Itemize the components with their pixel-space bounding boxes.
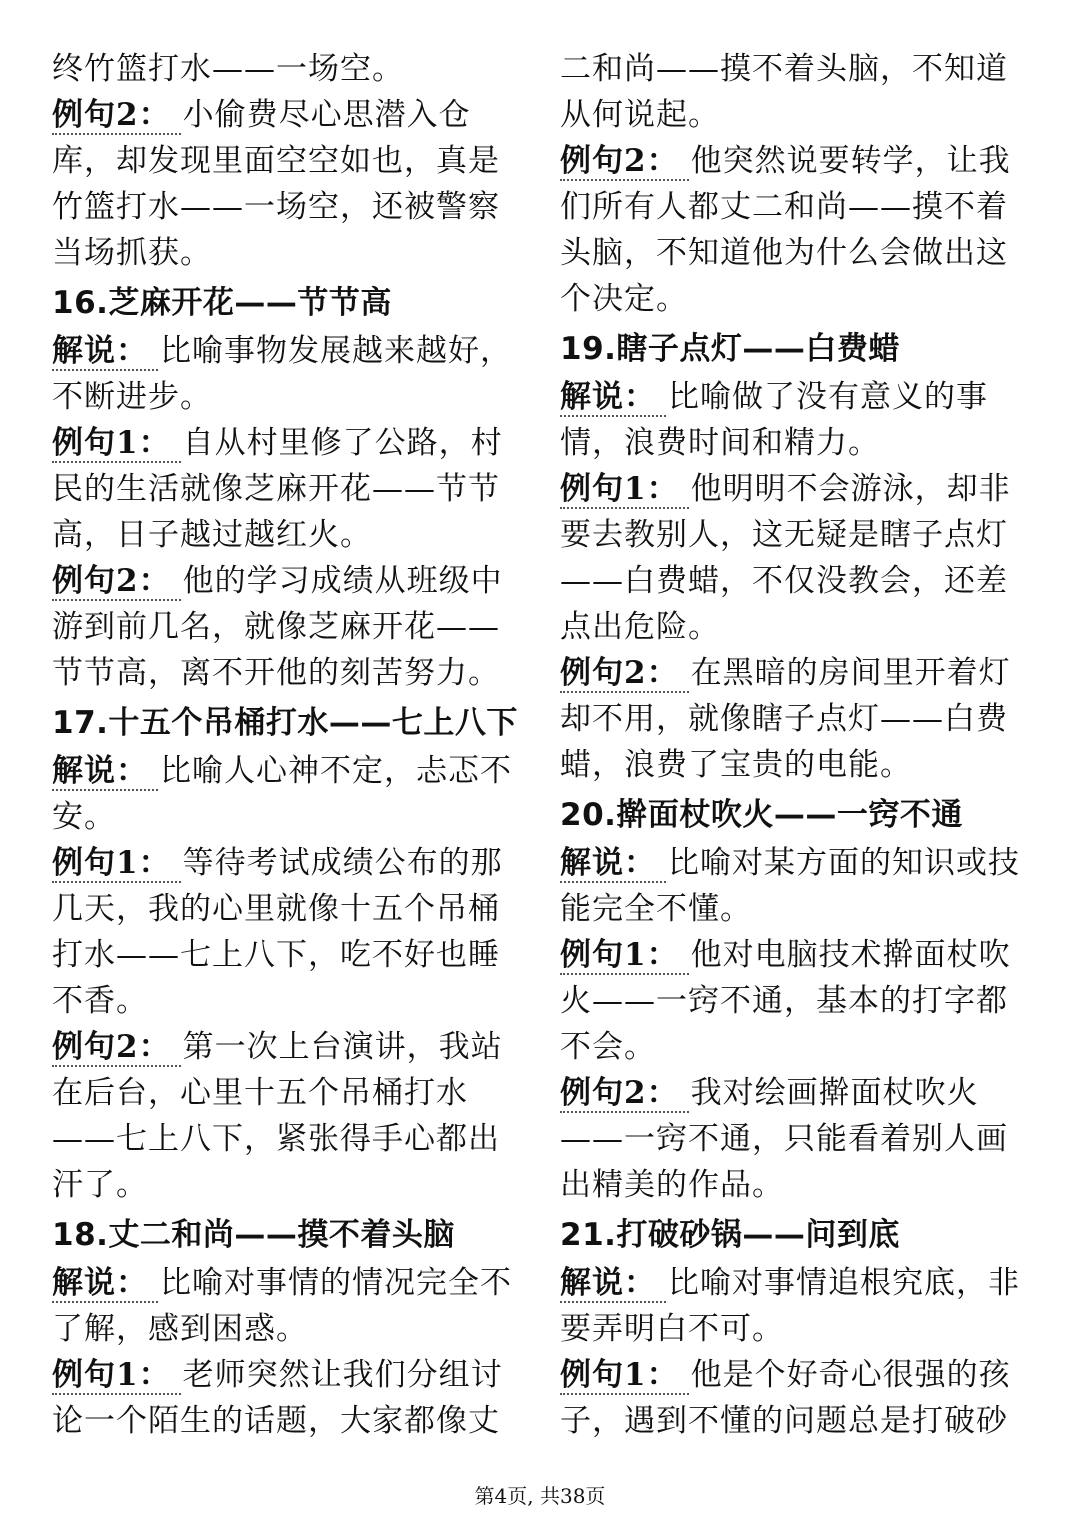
example-2-label: 例句2： [52, 1029, 181, 1067]
explanation-label: 解说： [560, 1265, 666, 1303]
example-2-text: 我对绘画擀面杖吹火——一窍不通，只能看着别人画出精美的作品。 [560, 1075, 1008, 1203]
example-1-text: 老师突然让我们分组讨论一个陌生的话题，大家都像丈 [52, 1357, 503, 1439]
example-1-label: 例句1： [52, 1357, 181, 1395]
explanation-17 [52, 748, 512, 840]
explanation-text: 比喻对事情追根究底，非要弄明白不可。 [560, 1265, 1020, 1347]
explanation-label: 解说： [560, 845, 666, 883]
continued-paragraph [52, 46, 512, 92]
explanation-text: 比喻人心神不定，忐忑不安。 [52, 753, 512, 835]
left-column [52, 46, 518, 1444]
entry-heading-19: 19.瞎子点灯——白费蜡 [560, 331, 900, 367]
entry-heading-17: 17.十五个吊桶打水——七上八下 [52, 705, 518, 741]
explanation-label: 解说： [560, 379, 666, 417]
explanation-label: 解说： [52, 1265, 158, 1303]
example-2-label: 例句2： [52, 97, 181, 135]
explanation-label: 解说： [52, 333, 158, 371]
example-1-label: 例句1： [560, 937, 689, 975]
continued-paragraph [560, 46, 1020, 138]
explanation-text: 比喻对某方面的知识或技能完全不懂。 [560, 845, 1020, 927]
explanation-16 [52, 328, 512, 420]
example-2-entry-17 [52, 1024, 512, 1208]
example-2-label: 例句2： [560, 655, 689, 693]
explanation-19 [560, 374, 1020, 466]
example-1-text: 他对电脑技术擀面杖吹火——一窍不通，基本的打字都不会。 [560, 937, 1011, 1065]
example-1-entry-17 [52, 840, 512, 1024]
entry-heading-21: 21.打破砂锅——问到底 [560, 1217, 900, 1253]
example-2-text: 他的学习成绩从班级中游到前几名，就像芝麻开花——节节高，离不开他的刻苦努力。 [52, 563, 503, 691]
example-1-text: 他明明不会游泳，却非要去教别人，这无疑是瞎子点灯——白费蜡，不仅没教会，还差点出危险。 [560, 471, 1011, 645]
entry-heading-16: 16.芝麻开花——节节高 [52, 285, 392, 321]
example-2-text: 在黑暗的房间里开着灯却不用，就像瞎子点灯——白费蜡，浪费了宝贵的电能。 [560, 655, 1011, 783]
page-number: 第4页, 共38页 [474, 1484, 606, 1508]
explanation-text: 比喻事物发展越来越好，不断进步。 [52, 333, 512, 415]
example-1-entry-18 [52, 1352, 512, 1444]
explanation-text: 比喻对事情的情况完全不了解，感到困惑。 [52, 1265, 512, 1347]
example-1-label: 例句1： [560, 471, 689, 509]
example-1-entry-21 [560, 1352, 1020, 1444]
example-1-label: 例句1： [560, 1357, 689, 1395]
example-1-text: 等待考试成绩公布的那几天，我的心里就像十五个吊桶打水——七上八下，吃不好也睡不香。 [52, 845, 503, 1019]
explanation-label: 解说： [52, 753, 158, 791]
example-1-label: 例句1： [52, 425, 181, 463]
example-2-label: 例句2： [560, 143, 689, 181]
example-2-text: 第一次上台演讲，我站在后台，心里十五个吊桶打水——七上八下，紧张得手心都出汗了。 [52, 1029, 503, 1203]
example-2-entry-19 [560, 650, 1020, 788]
page-footer [0, 1482, 1080, 1510]
example-2-text: 他突然说要转学，让我们所有人都丈二和尚——摸不着头脑，不知道他为什么会做出这个决定。 [560, 143, 1011, 317]
example-1-text: 他是个好奇心很强的孩子，遇到不懂的问题总是打破砂 [560, 1357, 1011, 1439]
example-2-entry-18 [560, 138, 1020, 322]
right-column [560, 46, 1020, 1444]
example-1-entry-19 [560, 466, 1020, 650]
example-2-entry-20 [560, 1070, 1020, 1208]
explanation-21 [560, 1260, 1020, 1352]
entry-heading-18: 18.丈二和尚——摸不着头脑 [52, 1217, 455, 1253]
example-2-label: 例句2： [52, 563, 181, 601]
example-1-entry-16 [52, 420, 512, 558]
example-2-entry-16 [52, 558, 512, 696]
explanation-text: 比喻做了没有意义的事情，浪费时间和精力。 [560, 379, 988, 461]
example-2-entry-15 [52, 92, 512, 276]
continued-text: 二和尚——摸不着头脑，不知道从何说起。 [560, 51, 1008, 133]
example-2-label: 例句2： [560, 1075, 689, 1113]
example-2-text: 小偷费尽心思潜入仓库，却发现里面空空如也，真是竹篮打水——一场空，还被警察当场抓获。 [52, 97, 500, 271]
example-1-label: 例句1： [52, 845, 181, 883]
explanation-20 [560, 840, 1020, 932]
entry-heading-20: 20.擀面杖吹火——一窍不通 [560, 797, 963, 833]
explanation-18 [52, 1260, 512, 1352]
example-1-text: 自从村里修了公路，村民的生活就像芝麻开花——节节高，日子越过越红火。 [52, 425, 503, 553]
example-1-entry-20 [560, 932, 1020, 1070]
continued-text: 终竹篮打水——一场空。 [52, 51, 404, 87]
